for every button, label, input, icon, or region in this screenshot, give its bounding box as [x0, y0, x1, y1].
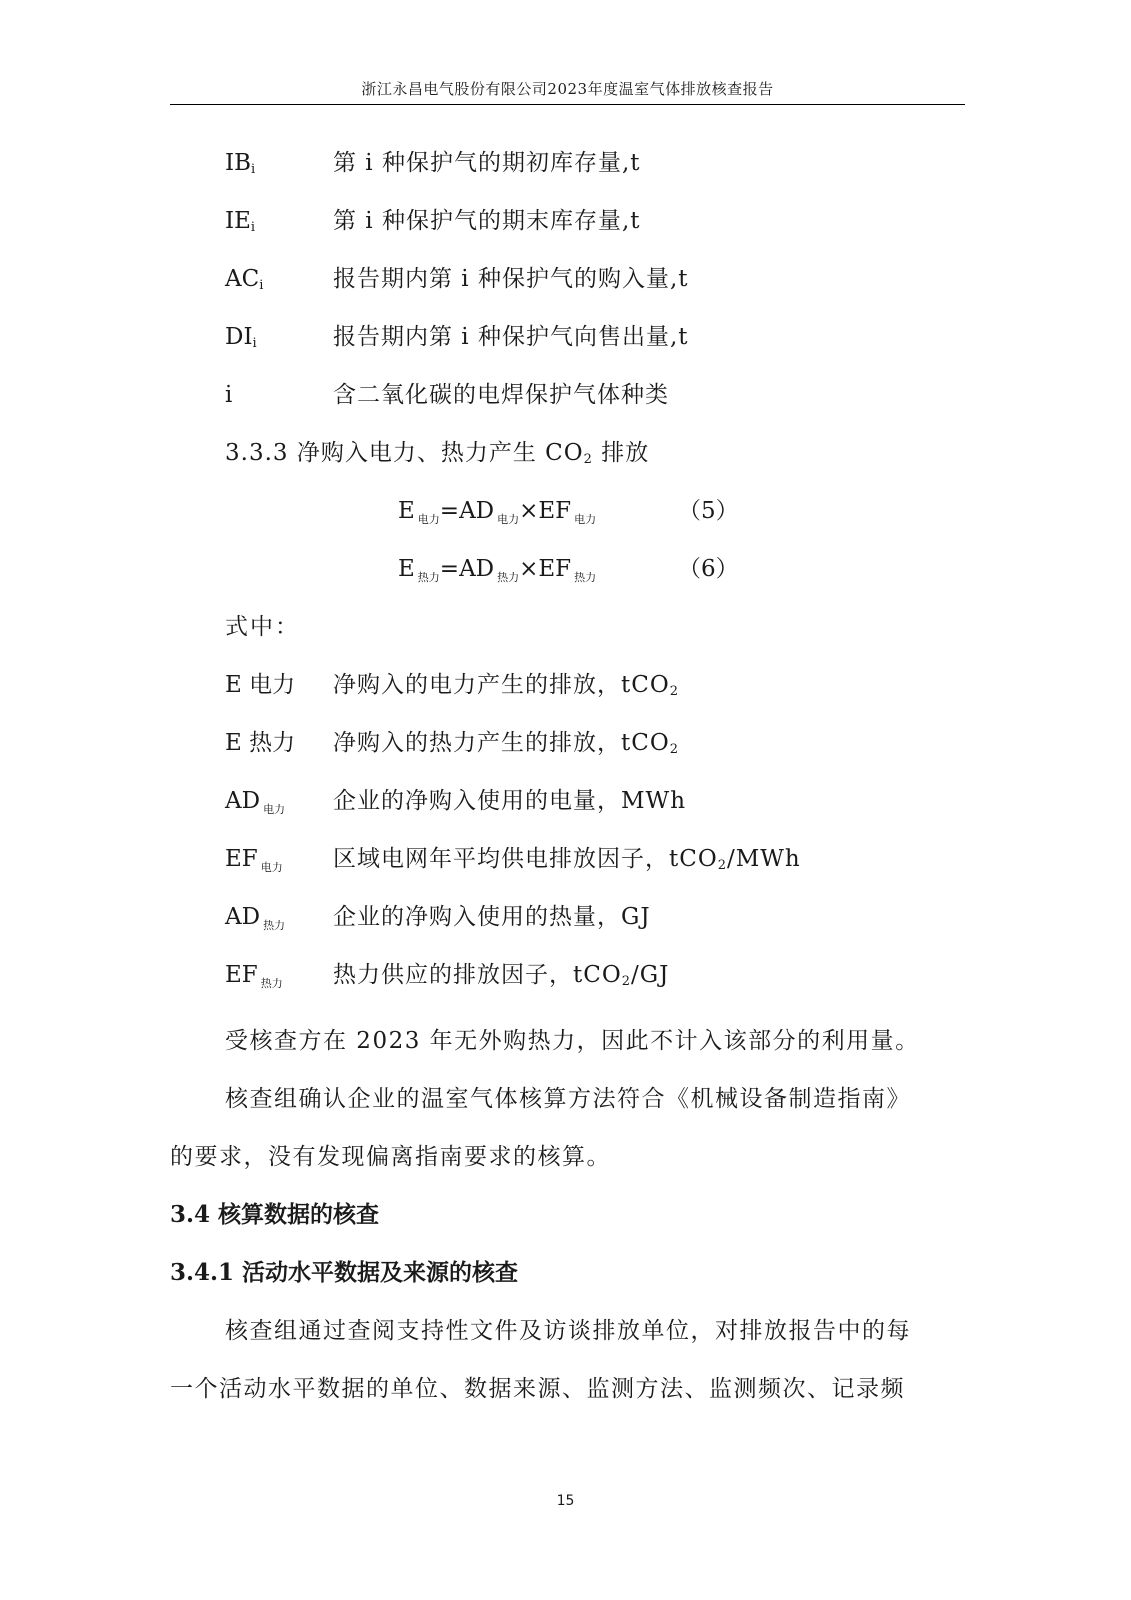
paragraph-activity-line1: 核查组通过查阅支持性文件及访谈排放单位，对排放报告中的每	[225, 1318, 911, 1344]
definition-symbol: $AC_i$	[225, 266, 264, 293]
definition-symbol: $DI_i$	[225, 324, 257, 351]
definition-text: 区域电网年平均供电排放因子，tCO$_2$/MWh	[333, 846, 801, 873]
equation-number: （5）	[678, 498, 739, 524]
definition-text: 净购入的热力产生的排放，tCO$_2$	[333, 730, 679, 757]
equation-body: E $_{电力}$=AD $_{电力}$×EF $_{电力}$	[398, 498, 597, 526]
definition-symbol: AD $_{热力}$	[225, 904, 286, 932]
section-heading-341: 3.4.1 活动水平数据及来源的核查	[170, 1259, 519, 1286]
definition-symbol: i	[225, 382, 233, 408]
definition-symbol: $IE_i$	[225, 208, 256, 235]
equation-number: （6）	[678, 556, 739, 582]
definition-symbol: AD $_{电力}$	[225, 788, 286, 816]
paragraph-method-line1: 核查组确认企业的温室气体核算方法符合《机械设备制造指南》	[225, 1086, 911, 1112]
definition-text: 企业的净购入使用的电量，MWh	[333, 788, 687, 814]
section-heading-333: 3.3.3 净购入电力、热力产生 $CO_2$ 排放	[225, 440, 650, 467]
page-number: 15	[556, 1493, 575, 1509]
definition-text: 热力供应的排放因子，tCO$_2$/GJ	[333, 962, 670, 989]
page-header: 浙江永昌电气股份有限公司2023年度温室气体排放核查报告	[361, 80, 774, 98]
definition-text: 企业的净购入使用的热量，GJ	[333, 904, 651, 930]
section-heading-34: 3.4 核算数据的核查	[170, 1201, 380, 1228]
definition-text: 报告期内第 i 种保护气的购入量,t	[333, 266, 689, 292]
definition-symbol: E 电力	[225, 672, 296, 698]
paragraph-heat-note: 受核查方在 2023 年无外购热力，因此不计入该部分的利用量。	[225, 1028, 920, 1054]
definition-text: 含二氧化碳的电焊保护气体种类	[333, 382, 669, 408]
definition-text: 第 i 种保护气的期末库存量,t	[333, 208, 641, 234]
definition-text: 第 i 种保护气的期初库存量,t	[333, 150, 641, 176]
header-rule	[170, 104, 965, 105]
where-label: 式中：	[225, 614, 300, 640]
definition-symbol: $IB_i$	[225, 150, 256, 177]
definition-symbol: E 热力	[225, 730, 296, 756]
paragraph-method-line2: 的要求，没有发现偏离指南要求的核算。	[170, 1144, 611, 1170]
definition-text: 净购入的电力产生的排放，tCO$_2$	[333, 672, 679, 699]
definition-symbol: EF $_{热力}$	[225, 962, 283, 990]
definition-text: 报告期内第 i 种保护气向售出量,t	[333, 324, 689, 350]
definition-symbol: EF $_{电力}$	[225, 846, 283, 874]
paragraph-activity-line2: 一个活动水平数据的单位、数据来源、监测方法、监测频次、记录频	[170, 1376, 905, 1402]
equation-body: E $_{热力}$=AD $_{热力}$×EF $_{热力}$	[398, 556, 597, 584]
